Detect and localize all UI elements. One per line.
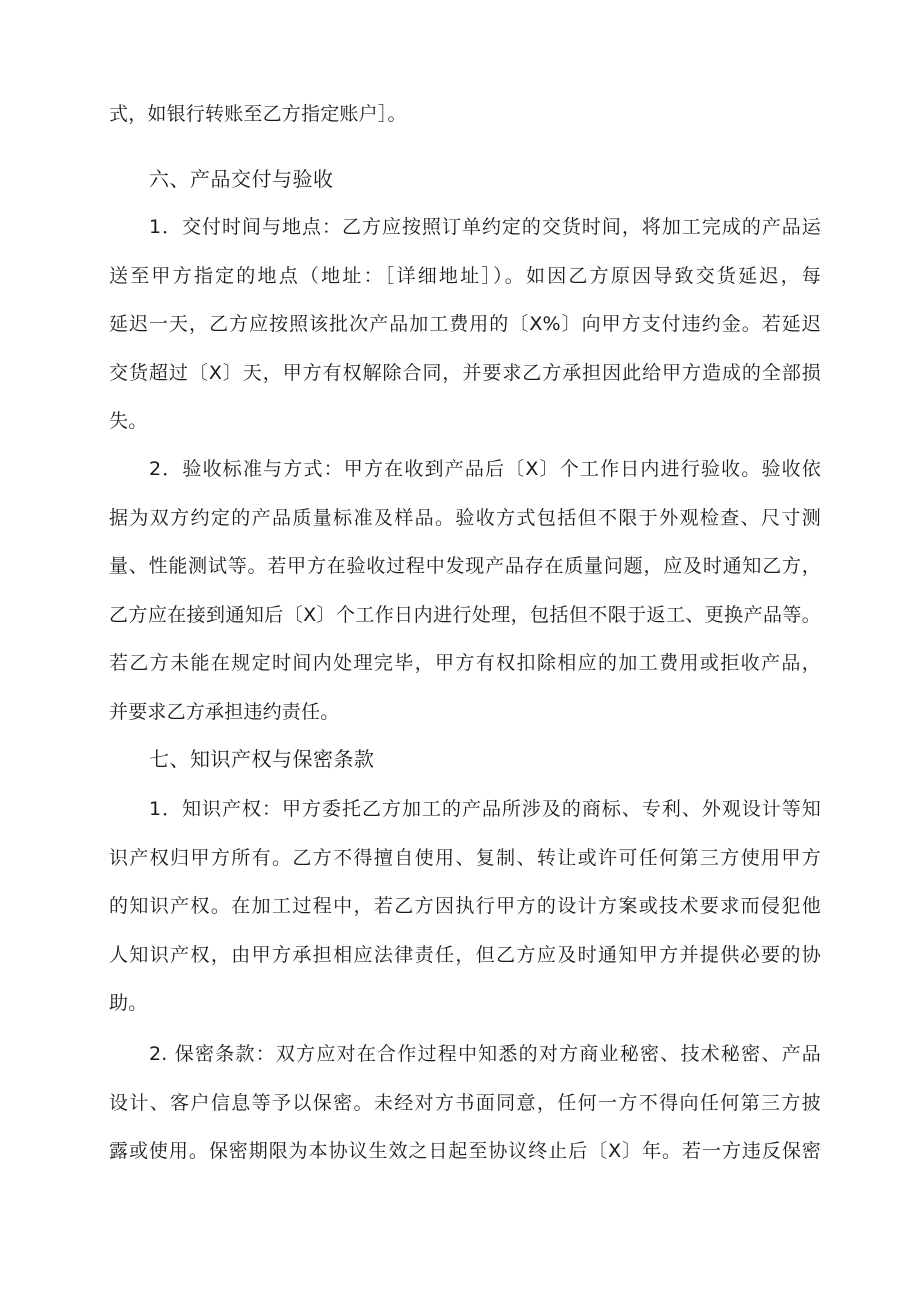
paragraph-line: 交货超过〔X〕天，甲方有权解除合同，并要求乙方承担因此给甲方造成的全部损 xyxy=(109,361,821,384)
paragraph-line: 识产权归甲方所有。乙方不得擅自使用、复制、转让或许可任何第三方使用甲方 xyxy=(109,846,821,869)
intro-line: 式，如银行转账至乙方指定账户］。 xyxy=(109,103,407,125)
paragraph-line: 设计、客户信息等予以保密。未经对方书面同意，任何一方不得向任何第三方披 xyxy=(109,1091,821,1114)
paragraph-line: 露或使用。保密期限为本协议生效之日起至协议终止后〔X〕年。若一方违反保密 xyxy=(109,1140,821,1162)
paragraph-line: 延迟一天，乙方应按照该批次产品加工费用的〔X%〕向甲方支付违约金。若延迟 xyxy=(109,313,821,335)
section-7-heading: 七、知识产权与保密条款 xyxy=(149,747,375,771)
paragraph-line: 据为双方约定的产品质量标准及样品。验收方式包括但不限于外观检查、尺寸测 xyxy=(109,506,821,529)
paragraph-line: 并要求乙方承担违约责任。 xyxy=(109,700,340,723)
paragraph-line: 助。 xyxy=(109,992,148,1014)
section-6-heading: 六、产品交付与验收 xyxy=(149,167,334,191)
paragraph-line: 送至甲方指定的地点（地址：［详细地址］）。如因乙方原因导致交货延迟，每 xyxy=(109,264,821,287)
paragraph-line: 失。 xyxy=(109,410,148,432)
paragraph-line: 若乙方未能在规定时间内处理完毕，甲方有权扣除相应的加工费用或拒收产品， xyxy=(109,652,821,674)
paragraph-line: 乙方应在接到通知后〔X〕个工作日内进行处理，包括但不限于返工、更换产品等。 xyxy=(109,603,821,626)
paragraph-line: 的知识产权。在加工过程中，若乙方因执行甲方的设计方案或技术要求而侵犯他 xyxy=(109,895,821,917)
paragraph-line: 1．交付时间与地点：乙方应按照订单约定的交货时间，将加工完成的产品运 xyxy=(149,216,821,238)
section-7-item-1 xyxy=(109,785,821,1028)
paragraph-line: 量、性能测试等。若甲方在验收过程中发现产品存在质量问题，应及时通知乙方， xyxy=(109,555,821,577)
section-6-item-1 xyxy=(109,203,821,446)
intro-paragraph xyxy=(109,90,821,139)
paragraph-line: 2．验收标准与方式：甲方在收到产品后〔X〕个工作日内进行验收。验收依 xyxy=(149,458,821,480)
section-6-item-2 xyxy=(109,445,821,736)
paragraph-line: 2. 保密条款：双方应对在合作过程中知悉的对方商业秘密、技术秘密、产品 xyxy=(149,1043,821,1065)
paragraph-line: 1．知识产权：甲方委托乙方加工的产品所涉及的商标、专利、外观设计等知 xyxy=(149,798,821,820)
paragraph-line: 人知识产权，由甲方承担相应法律责任，但乙方应及时通知甲方并提供必要的协 xyxy=(109,943,821,966)
section-7-item-2 xyxy=(109,1030,821,1176)
